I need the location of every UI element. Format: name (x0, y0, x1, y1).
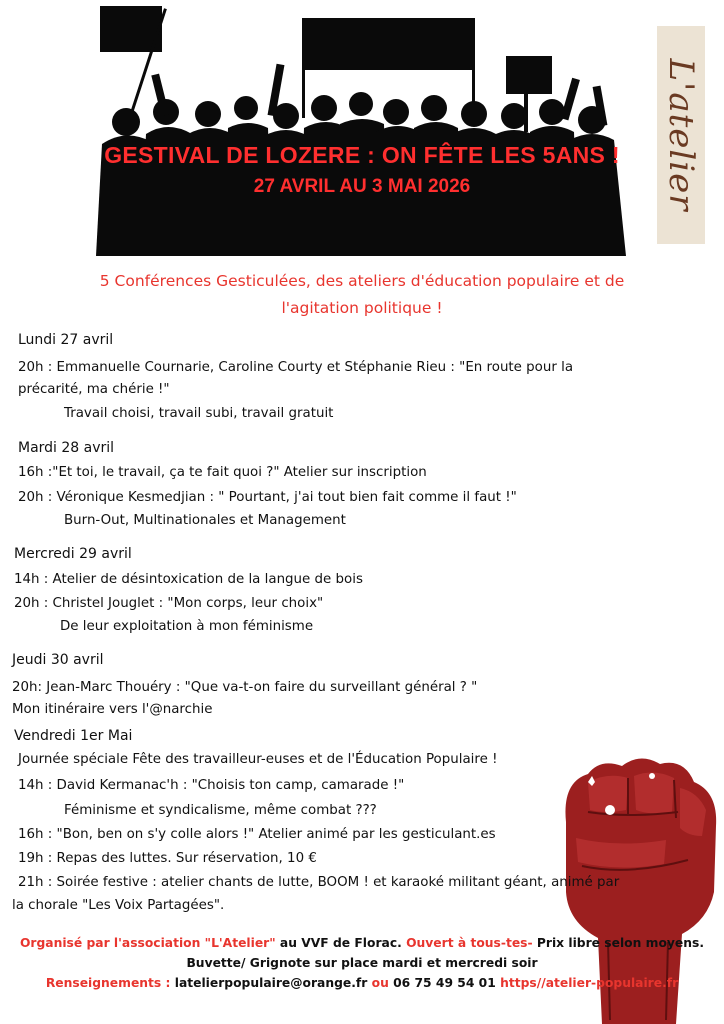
footer-contact (0, 976, 724, 990)
program-subtitle: Burn-Out, Multinationales et Management (64, 513, 346, 528)
footer-organiser (0, 936, 724, 950)
price-text: Prix libre selon moyens. (532, 936, 705, 950)
website-link[interactable]: https//atelier-populaire.fr (500, 976, 679, 990)
program-line: 16h :"Et toi, le travail, ça te fait quoi ?" Atelier sur inscription (18, 465, 427, 480)
festival-dates: 27 AVRIL AU 3 MAI 2026 (253, 176, 471, 197)
program-line: 20h : Emmanuelle Cournarie, Caroline Courty et Stéphanie Rieu : "En route pour la (18, 360, 574, 375)
program-line: 21h : Soirée festive : atelier chants de lutte, BOOM ! et karaoké militant géant, animé par (18, 875, 620, 890)
program-line: Mon itinéraire vers l'@narchie (12, 702, 213, 717)
day-heading-wednesday: Mercredi 29 avril (14, 546, 132, 562)
footer-refreshments: Buvette/ Grignote sur place mardi et mercredi soir (186, 956, 538, 970)
venue-text: au VVF de Florac. (275, 936, 407, 950)
info-label: Renseignements : (45, 976, 171, 990)
subtitle-line-2: l'agitation politique ! (281, 299, 443, 317)
logo-text: L'atelier (661, 58, 701, 212)
or-text: ou (371, 976, 389, 990)
program-line: 14h : David Kermanac'h : "Choisis ton camp, camarade !" (18, 778, 405, 793)
program-line: 20h : Véronique Kesmedjian : " Pourtant, j'ai tout bien fait comme il faut !" (18, 490, 517, 505)
day-heading-friday: Vendredi 1er Mai (14, 728, 133, 744)
program-line: 20h: Jean-Marc Thouéry : "Que va-t-on faire du surveillant général ? " (12, 680, 478, 695)
organiser-text: Organisé par l'association "L'Atelier" (19, 936, 276, 950)
festival-title: GESTIVAL DE LOZERE : ON FÊTE LES 5ANS ! (104, 142, 620, 168)
program-line: 16h : "Bon, ben on s'y colle alors !" Atelier animé par les gesticulant.es (18, 827, 496, 842)
program-line: 19h : Repas des luttes. Sur réservation, 10 € (18, 851, 317, 866)
contact-phone[interactable]: 06 75 49 54 01 (388, 976, 501, 990)
subtitle-line-1: 5 Conférences Gesticulées, des ateliers d'éducation populaire et de (99, 272, 625, 290)
program-line: Journée spéciale Fête des travailleur-euses et de l'Éducation Populaire ! (18, 752, 498, 767)
program-line: 20h : Christel Jouglet : "Mon corps, leur choix" (14, 596, 324, 611)
day-heading-monday: Lundi 27 avril (18, 332, 114, 348)
day-heading-tuesday: Mardi 28 avril (18, 440, 115, 456)
program-subtitle: De leur exploitation à mon féminisme (60, 619, 314, 634)
program-line: 14h : Atelier de désintoxication de la langue de bois (14, 572, 363, 587)
program-subtitle: Travail choisi, travail subi, travail gratuit (64, 406, 334, 421)
latelier-logo (657, 26, 705, 244)
program-line: la chorale "Les Voix Partagées". (12, 898, 225, 913)
contact-email[interactable]: latelierpopulaire@orange.fr (170, 976, 372, 990)
program-line: précarité, ma chérie !" (18, 382, 170, 397)
day-heading-thursday: Jeudi 30 avril (12, 652, 104, 668)
program-subtitle: Féminisme et syndicalisme, même combat ??? (64, 803, 377, 818)
open-to-all-text: Ouvert à tous-tes- (406, 936, 533, 950)
subtitle (30, 268, 694, 322)
protest-crowd-illustration (96, 4, 636, 256)
